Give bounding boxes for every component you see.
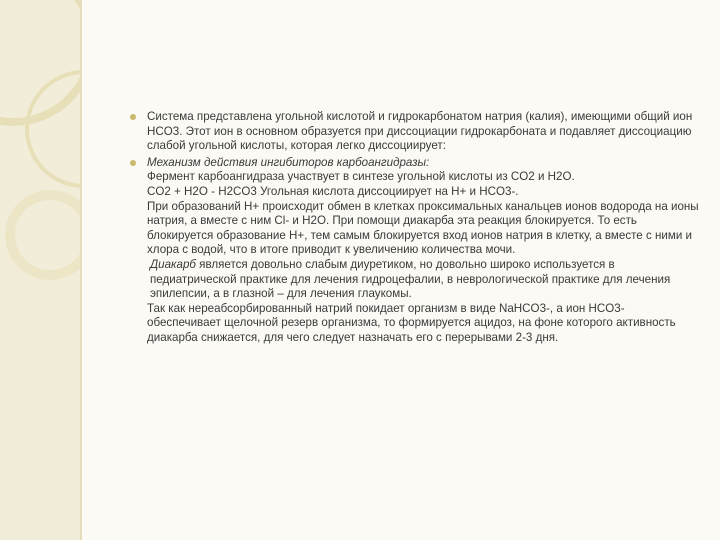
paragraph [147, 258, 700, 302]
paragraph: Фермент карбоангидраза участвует в синтезе угольной кислоты из CO2 и H2O. [147, 170, 575, 184]
bullet-dot-icon [130, 114, 136, 120]
bullet-text: Система представлена угольной кислотой и гидрокарбонатом натрия (калия), имеющими общий ион HCO3. Этот ион в основном образуется при диссоциации гидрокарбоната и подавляет диссоциацию слабой угольной кислоты, которая легко диссоциирует: [147, 110, 693, 153]
bullet-item [130, 110, 700, 154]
paragraph: Так как нереабсорбированный натрий покидает организм в виде NaHCO3-, а ион HCO3- обеспечивает щелочной резерв организма, то формируется ацидоз, на фоне которого активность диакарба снижается, для чего следует назначать его с перерывами 2-3 дня. [147, 301, 676, 344]
slide-body [130, 110, 700, 348]
paragraph-rest: является довольно слабым диуретиком, но довольно широко используется в педиатрической практике для лечения гидроцефалии, в неврологической практике для лечения эпилепсии, а в глазной – для лечения глаукомы. [150, 257, 671, 301]
side-band-edge [80, 0, 82, 540]
paragraph: При образований Н+ происходит обмен в клетках проксимальных канальцев ионов водорода на ионы натрия, а вместе с ним Cl- и H2O. При помощи диакарба эта реакция блокируется. То есть блокируется образование H+, тем самым блокируется вход ионов натрия в клетку, а вместе с ними и хлора с водой, что в итоге приводит к увеличению количества мочи. [147, 199, 699, 257]
section-heading: Механизм действия ингибиторов карбоангидразы: [147, 155, 430, 169]
bullet-dot-icon [130, 160, 136, 166]
drug-name: Диакарб [150, 257, 196, 271]
bullet-item [130, 156, 700, 346]
equation-line: CO2 + H2O - H2CO3 Угольная кислота диссоциирует на H+ и HCO3-. [147, 184, 519, 198]
decorative-side-band [0, 0, 80, 540]
decorative-ring [5, 190, 80, 280]
